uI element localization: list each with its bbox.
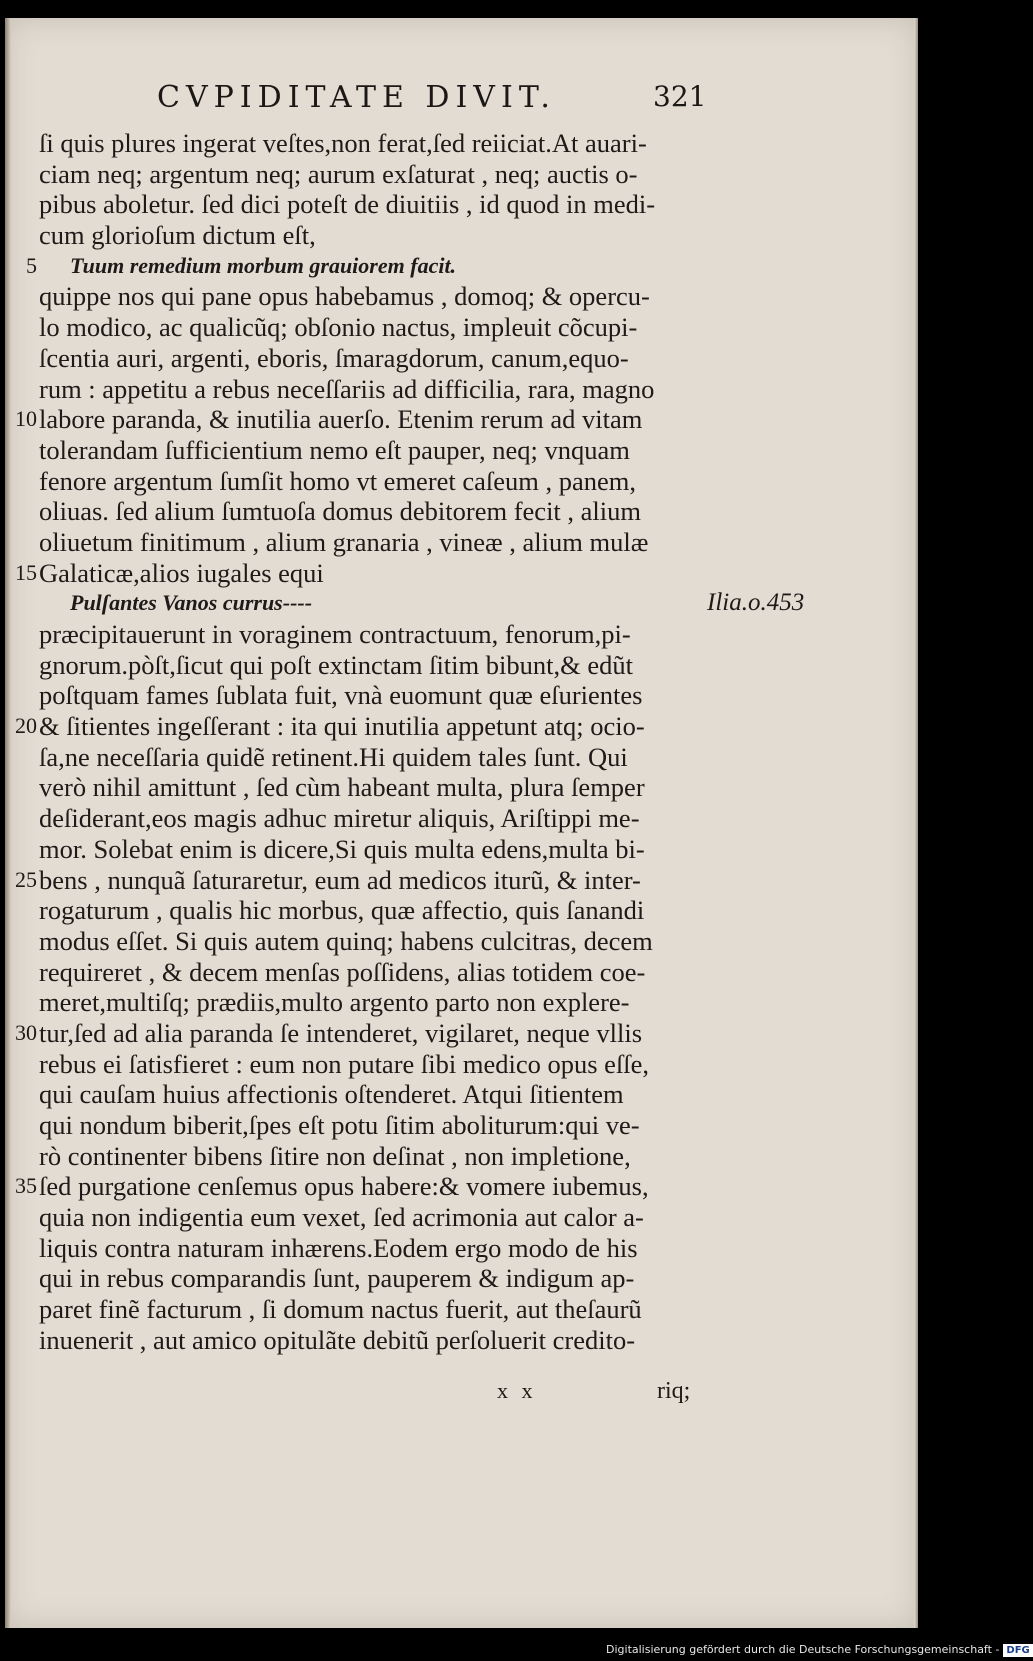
text-line (15, 1171, 885, 1202)
line-text: quippe nos qui pane opus habebamus , domoq; & opercu- (39, 281, 650, 312)
line-text: meret,multiſq; prædiis,multo argento parto non explere- (39, 987, 630, 1018)
text-line (15, 711, 885, 742)
line-text: cum glorioſum dictum eſt, (39, 220, 316, 251)
text-line (35, 1202, 885, 1233)
page-right-edge (914, 18, 918, 1628)
line-text: rebus ei ſatisfieret : eum non putare ſibi medico opus eſſe, (39, 1048, 650, 1079)
text-line (35, 343, 885, 374)
text-line (35, 1294, 885, 1325)
text-line (35, 159, 885, 190)
line-text: bens , nunquã ſaturaretur, eum ad medicos iturũ, & inter- (39, 864, 641, 895)
marginal-note: Ilia.o.453 (707, 589, 805, 617)
line-text: deſiderant,eos magis adhuc miretur aliquis, Ariſtippi me- (39, 803, 640, 834)
line-text: fenore argentum ſumſit homo vt emeret caſeum , panem, (39, 465, 637, 496)
text-line (35, 1263, 885, 1294)
line-text: oliuas. ſed alium ſumtuoſa domus debitorem fecit , alium (39, 496, 642, 527)
line-text: poſtquam fames ſublata fuit, vnà euomunt quæ eſurientes (39, 680, 643, 711)
text-line (35, 987, 885, 1018)
running-head: CVPIDITATE DIVIT. (157, 80, 556, 115)
text-line (35, 435, 885, 466)
page-number: 321 (653, 80, 707, 113)
text-line (15, 1017, 885, 1049)
line-number: 30 (15, 1019, 37, 1045)
text-line (35, 374, 885, 405)
text-line (35, 803, 885, 834)
line-text: tur,ſed ad alia paranda ſe intenderet, vigilaret, neque vllis (39, 1017, 643, 1048)
line-text: qui cauſam huius affectionis oſtenderet. Atqui ſitientem (39, 1079, 624, 1110)
text-line (35, 1233, 885, 1264)
body-text (15, 128, 885, 1356)
page-header (5, 80, 918, 120)
line-text: gnorum.pòſt,ſicut qui poſt extinctam ſitim bibunt,& edũt (39, 649, 633, 680)
line-text: liquis contra naturam inhærens.Eodem ergo modo de his (39, 1232, 638, 1263)
line-text: ſa,ne neceſſaria quidẽ retinent.Hi quidem tales ſunt. Qui (39, 741, 628, 772)
line-text: rò continenter bibens ſitire non deſinat , non impletione, (39, 1140, 631, 1171)
text-line (35, 957, 885, 988)
line-text: rogaturum , qualis hic morbus, quæ affectio, quis ſanandi (39, 895, 645, 926)
line-text: & ſitientes ingeſſerant : ita qui inutilia appetunt atq; ocio- (39, 711, 645, 742)
line-text: qui in rebus comparandis ſunt, pauperem & indigum ap- (39, 1263, 635, 1294)
line-text: requireret , & decem menſas poſſidens, alias totidem coe- (39, 956, 646, 987)
text-line (15, 864, 885, 896)
line-number: 35 (15, 1173, 37, 1199)
line-text: ſi quis plures ingerat veſtes,non ferat,ſed reiiciat.At auari- (39, 128, 647, 158)
line-text: pibus aboletur. ſed dici poteſt de diuitiis , id quod in medi- (39, 189, 656, 220)
line-text: oliuetum finitimum , alium granaria , vineæ , alium mulæ (39, 526, 649, 557)
digitization-credit (606, 1643, 1033, 1657)
text-line (35, 680, 885, 711)
line-text: rum : appetitu a rebus neceſſariis ad difficilia, rara, magno (39, 373, 655, 404)
text-line (35, 1049, 885, 1080)
signature-mark: x x (497, 1378, 537, 1403)
line-number: 20 (15, 713, 37, 739)
quotation-line (35, 588, 885, 619)
line-text: Pulſantes Vanos currus---- (70, 590, 313, 616)
line-text: inuenerit , aut amico opitulãte debitũ perſoluerit credito- (39, 1324, 636, 1355)
text-line (35, 926, 885, 957)
book-page (5, 18, 918, 1628)
line-text: labore paranda, & inutilia auerſo. Etenim rerum ad vitam (39, 404, 643, 435)
line-number: 5 (26, 252, 37, 278)
line-number: 10 (15, 406, 37, 432)
line-text: ſcentia auri, argenti, eboris, ſmaragdorum, canum,equo- (39, 342, 629, 373)
line-number: 15 (15, 559, 37, 585)
line-text: modus eſſet. Si quis autem quinq; habens culcitras, decem (39, 925, 653, 956)
text-line (35, 1325, 885, 1356)
text-line (15, 557, 885, 589)
quotation-line (26, 251, 885, 282)
line-text: lo modico, ac qualicũq; obſonio nactus, impleuit cõcupi- (39, 312, 638, 343)
text-line (35, 650, 885, 681)
credit-text: Digitalisierung gefördert durch die Deutsche Forschungsgemeinschaft - (606, 1643, 1000, 1656)
text-line (35, 619, 885, 650)
line-text: paret finẽ facturum , ſi domum nactus fuerit, aut theſaurũ (39, 1294, 642, 1325)
line-text: præcipitauerunt in voraginem contractuum, fenorum,pi- (39, 619, 631, 649)
text-line (15, 404, 885, 435)
text-line (35, 742, 885, 773)
line-text: Galaticæ,alios iugales equi (39, 557, 324, 588)
text-line (35, 1110, 885, 1141)
text-line (35, 1079, 885, 1110)
line-text: mor. Solebat enim is dicere,Si quis multa edens,multa bi- (39, 833, 645, 864)
text-line (35, 834, 885, 865)
text-line (35, 496, 885, 527)
catchword: riq; (657, 1378, 691, 1404)
line-text: qui nondum biberit,ſpes eſt potu ſitim aboliturum:qui ve- (39, 1110, 640, 1140)
text-line (35, 312, 885, 343)
line-text: ſed purgatione cenſemus opus habere:& vomere iubemus, (39, 1171, 649, 1202)
line-text: ciam neq; argentum neq; aurum exſaturat , neq; auctis o- (39, 158, 638, 189)
text-line (35, 281, 885, 312)
text-line (35, 527, 885, 558)
line-number: 25 (15, 866, 37, 892)
line-text: quia non indigentia eum vexet, ſed acrimonia aut calor a- (39, 1202, 644, 1233)
text-line (35, 466, 885, 497)
text-line (35, 772, 885, 803)
text-line (35, 220, 885, 251)
dfg-logo: DFG (1003, 1644, 1032, 1657)
text-line (35, 128, 885, 159)
line-text: verò nihil amittunt , ſed cùm habeant multa, plura ſemper (39, 772, 645, 803)
text-line (35, 189, 885, 220)
text-line (35, 1141, 885, 1172)
line-text: tolerandam ſufficientium nemo eſt pauper, neq; vnquam (39, 434, 630, 465)
text-line (35, 895, 885, 926)
line-text: Tuum remedium morbum grauiorem facit. (70, 252, 457, 278)
